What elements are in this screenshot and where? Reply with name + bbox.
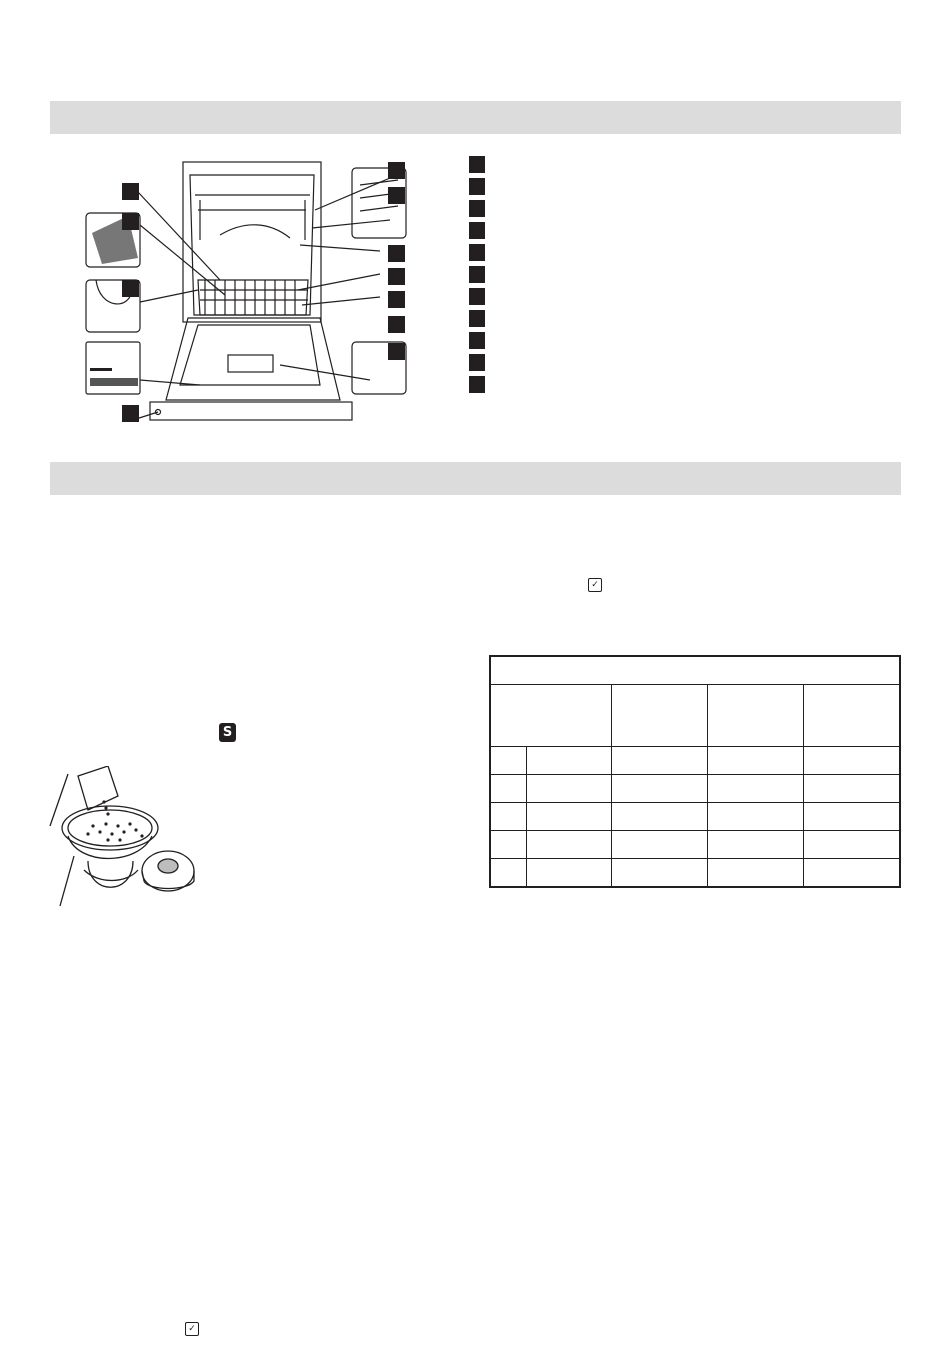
legend-marker [469, 178, 485, 195]
table-row [490, 775, 900, 803]
salt-refill-illustration [48, 766, 208, 912]
salt-indicator-icon: S [219, 723, 236, 742]
legend-marker [469, 156, 485, 173]
table-cell [804, 775, 901, 803]
table-cell [490, 859, 527, 888]
table-cell [708, 775, 804, 803]
table-cell [490, 831, 527, 859]
table-cell [527, 775, 612, 803]
legend-marker [469, 376, 485, 393]
table-cell [804, 747, 901, 775]
table-cell [527, 747, 612, 775]
table-cell [708, 831, 804, 859]
legend-marker [469, 354, 485, 371]
table-cell [490, 803, 527, 831]
component-legend [469, 156, 485, 398]
legend-marker [469, 288, 485, 305]
table-cell [708, 747, 804, 775]
table-cell [804, 859, 901, 888]
table-title [490, 656, 900, 685]
table-row [490, 747, 900, 775]
table-header-cell [708, 685, 804, 747]
table-cell [527, 803, 612, 831]
table-row [490, 859, 900, 888]
section-header-bar [50, 101, 901, 134]
table-cell [490, 775, 527, 803]
table-row [490, 803, 900, 831]
table-cell [708, 803, 804, 831]
table-cell [612, 831, 708, 859]
table-cell [527, 831, 612, 859]
legend-marker [469, 332, 485, 349]
dishwasher-diagram [80, 150, 420, 435]
table-cell [708, 859, 804, 888]
table-cell [804, 831, 901, 859]
table-cell [804, 803, 901, 831]
checkbox-check-icon: ✓ [185, 1322, 199, 1336]
legend-marker [469, 200, 485, 217]
checkbox-check-icon: ✓ [588, 578, 602, 592]
table-cell [490, 747, 527, 775]
table-header-row [490, 685, 900, 747]
table-header-cell [490, 685, 612, 747]
table-cell [612, 775, 708, 803]
table-header-cell [612, 685, 708, 747]
water-hardness-table [489, 655, 901, 888]
table-cell [612, 747, 708, 775]
legend-marker [469, 244, 485, 261]
table-cell [527, 859, 612, 888]
table-row [490, 831, 900, 859]
legend-marker [469, 266, 485, 283]
legend-marker [469, 310, 485, 327]
legend-marker [469, 222, 485, 239]
table-cell [612, 803, 708, 831]
table-title-row [490, 656, 900, 685]
table-cell [612, 859, 708, 888]
table-header-cell [804, 685, 901, 747]
section-header-bar [50, 462, 901, 495]
